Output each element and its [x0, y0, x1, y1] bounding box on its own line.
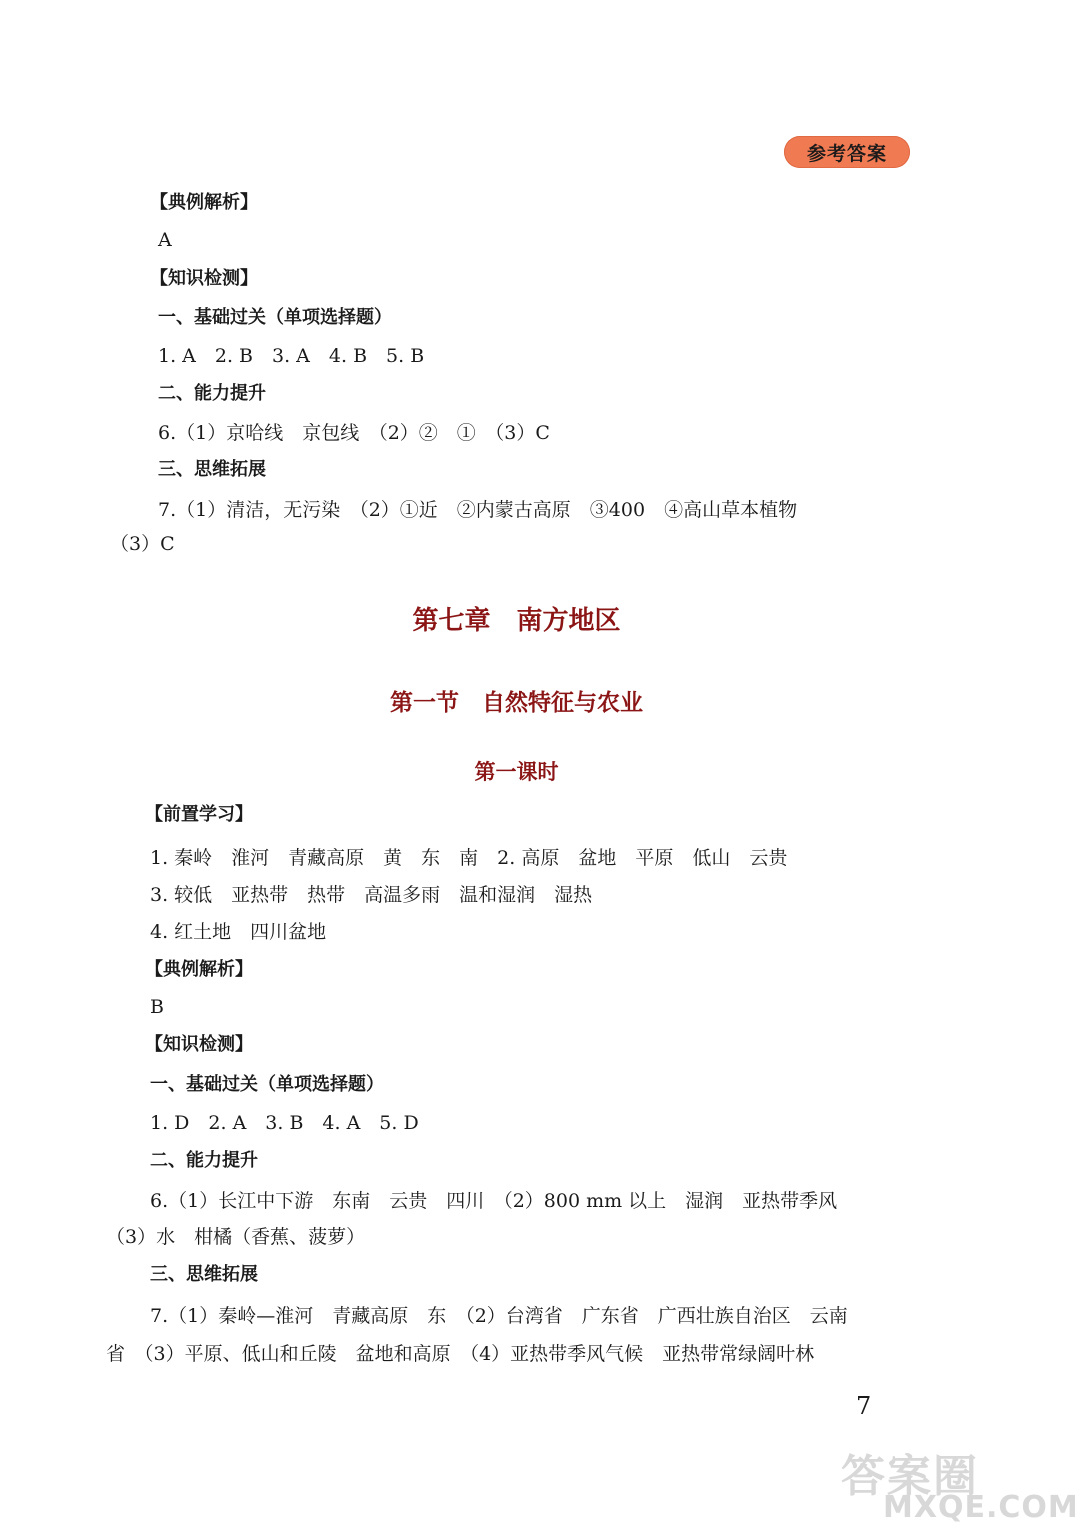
siwei-line1: 7.（1）秦岭—淮河 青藏高原 东 （2）台湾省 广东省 广西壮族自治区 云南 [150, 1305, 848, 1327]
site-watermark [835, 1440, 1079, 1526]
siwei-header-2: 三、思维拓展 [150, 1264, 258, 1285]
jichu-answers: 1. A 2. B 3. A 4. B 5. B [158, 345, 425, 367]
nengli-header: 二、能力提升 [158, 383, 266, 404]
siwei-header: 三、思维拓展 [158, 459, 266, 480]
answer-key-badge: 参考答案 [784, 136, 910, 168]
chapter-title: 第七章 南方地区 [412, 606, 621, 636]
nengli-answer: 6.（1）京哈线 京包线 （2）② ① （3）C [158, 422, 550, 444]
page-number: 7 [856, 1392, 872, 1420]
siwei-answer-line1: 7.（1）清洁，无污染 （2）①近 ②内蒙古高原 ③400 ④高山草本植物 [158, 499, 798, 521]
nengli-line2: （3）水 柑橘（香蕉、菠萝） [106, 1226, 366, 1248]
dianli-header: 【典例解析】 [150, 192, 258, 213]
qianzhi-header: 【前置学习】 [145, 804, 253, 825]
jichu-header-2: 一、基础过关（单项选择题） [150, 1074, 384, 1095]
lesson-title: 第一课时 [474, 760, 559, 784]
qianzhi-line3: 4. 红土地 四川盆地 [150, 921, 327, 943]
siwei-line2: 省 （3）平原、低山和丘陵 盆地和高原 （4）亚热带季风气候 亚热带常绿阔叶林 [106, 1343, 815, 1365]
dianli-header-2: 【典例解析】 [145, 959, 253, 980]
watermark-main: 答案圈 [841, 1451, 979, 1502]
watermark-sub: MXQE.COM [883, 1490, 1079, 1525]
zhishi-header: 【知识检测】 [150, 268, 258, 289]
qianzhi-line1: 1. 秦岭 淮河 青藏高原 黄 东 南 2. 高原 盆地 平原 低山 云贵 [150, 847, 788, 869]
zhishi-header-2: 【知识检测】 [145, 1034, 253, 1055]
qianzhi-line2: 3. 较低 亚热带 热带 高温多雨 温和湿润 湿热 [150, 884, 593, 906]
section-title: 第一节 自然特征与农业 [390, 690, 643, 716]
dianli-answer-2: B [150, 996, 164, 1018]
siwei-answer-line2: （3）C [110, 533, 175, 555]
jichu-answers-2: 1. D 2. A 3. B 4. A 5. D [150, 1112, 419, 1134]
nengli-line1: 6.（1）长江中下游 东南 云贵 四川 （2）800 mm 以上 湿润 亚热带季风 [150, 1190, 838, 1212]
jichu-header: 一、基础过关（单项选择题） [158, 307, 392, 328]
dianli-answer: A [158, 229, 172, 251]
nengli-header-2: 二、能力提升 [150, 1150, 258, 1171]
